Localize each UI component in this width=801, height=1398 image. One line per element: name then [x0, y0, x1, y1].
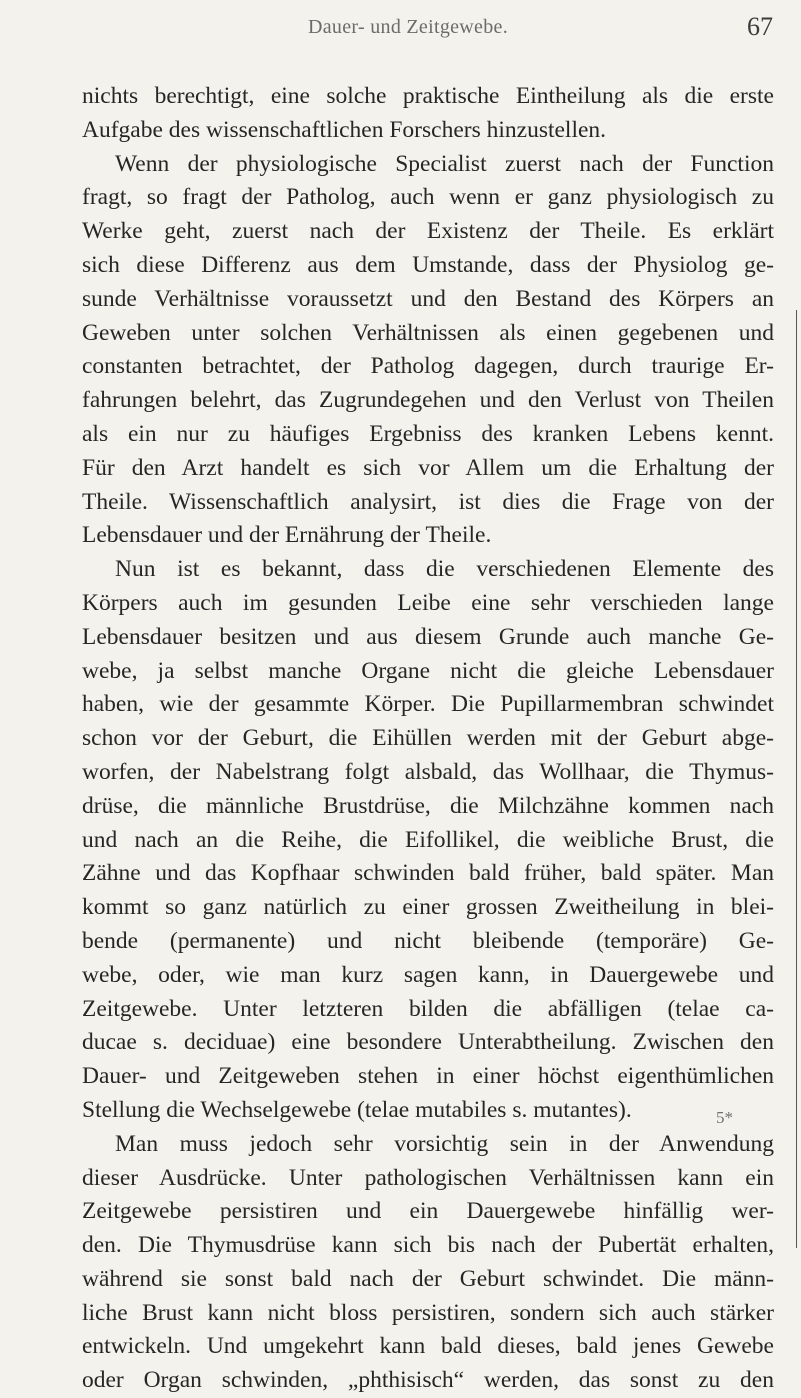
- text-line: worfen, der Nabelstrang folgt alsbald, das Wollhaar, die Thymus-: [82, 758, 774, 785]
- text-line: Dauer- und Zeitgeweben stehen in einer höchst eigenthümlichen: [82, 1063, 774, 1090]
- text-line: als ein nur zu häufiges Ergebniss des kranken Lebens kennt.: [82, 420, 774, 447]
- text-line: entwickeln. Und umgekehrt kann bald dieses, bald jenes Gewebe: [82, 1333, 774, 1360]
- text-line: Nun ist es bekannt, dass die verschiedenen Elemente des: [115, 556, 774, 583]
- text-line: Wenn der physiologische Specialist zuerst nach der Function: [115, 150, 774, 177]
- text-line: Für den Arzt handelt es sich vor Allem um die Erhaltung der: [82, 454, 774, 481]
- text-line: constanten betrachtet, der Patholog dagegen, durch traurige Er-: [82, 353, 774, 380]
- text-line: fragt, so fragt der Patholog, auch wenn er ganz physiologisch zu: [82, 184, 774, 211]
- page-edge-line: [796, 310, 797, 1248]
- text-line: schon vor der Geburt, die Eihüllen werden mit der Geburt abge-: [82, 725, 774, 752]
- text-line: sich diese Differenz aus dem Umstande, dass der Physiolog ge-: [82, 251, 774, 278]
- text-line: oder Organ schwinden, „phthisisch“ werden, das sonst zu den: [82, 1367, 774, 1394]
- text-line: Körpers auch im gesunden Leibe eine sehr verschieden lange: [82, 589, 774, 616]
- text-line: dieser Ausdrücke. Unter pathologischen Verhältnissen kann ein: [82, 1164, 774, 1191]
- text-line: Werke geht, zuerst nach der Existenz der Theile. Es erklärt: [82, 218, 774, 245]
- text-line: Lebensdauer und der Ernährung der Theile.: [82, 522, 492, 549]
- text-line: Aufgabe des wissenschaftlichen Forschers hinzustellen.: [82, 116, 607, 143]
- text-line: haben, wie der gesammte Körper. Die Pupillarmembran schwindet: [82, 691, 774, 718]
- text-line: kommt so ganz natürlich zu einer grossen Zweitheilung in blei-: [82, 894, 774, 921]
- text-line: Zähne und das Kopfhaar schwinden bald früher, bald später. Man: [82, 860, 774, 887]
- text-line: Lebensdauer besitzen und aus diesem Grunde auch manche Ge-: [82, 623, 774, 650]
- text-line: Zeitgewebe. Unter letzteren bilden die abfälligen (telae ca-: [82, 995, 774, 1022]
- running-head-title: Dauer- und Zeitgewebe.: [308, 16, 508, 38]
- text-line: liche Brust kann nicht bloss persistiren, sondern sich auch stärker: [82, 1299, 774, 1326]
- text-line: bende (permanente) und nicht bleibende (temporäre) Ge-: [82, 927, 774, 954]
- text-line: den. Die Thymusdrüse kann sich bis nach der Pubertät erhalten,: [82, 1232, 774, 1259]
- text-line: sunde Verhältnisse voraussetzt und den Bestand des Körpers an: [82, 285, 774, 312]
- text-line: webe, ja selbst manche Organe nicht die gleiche Lebensdauer: [82, 657, 774, 684]
- text-line: während sie sonst bald nach der Geburt schwindet. Die männ-: [82, 1265, 774, 1292]
- text-line: Zeitgewebe persistiren und ein Dauergewebe hinfällig wer-: [82, 1198, 774, 1225]
- text-line: ducae s. deciduae) eine besondere Unterabtheilung. Zwischen den: [82, 1029, 774, 1056]
- page-number: 67: [747, 12, 773, 41]
- signature-mark: 5*: [716, 1108, 733, 1127]
- running-head: [0, 10, 801, 44]
- text-line: drüse, die männliche Brustdrüse, die Milchzähne kommen nach: [82, 792, 774, 819]
- text-line: Geweben unter solchen Verhältnissen als einen gegebenen und: [82, 319, 774, 346]
- text-line: Stellung die Wechselgewebe (telae mutabiles s. mutantes).: [82, 1096, 632, 1123]
- text-line: Man muss jedoch sehr vorsichtig sein in der Anwendung: [115, 1130, 774, 1157]
- text-line: und nach an die Reihe, die Eifollikel, die weibliche Brust, die: [82, 826, 774, 853]
- text-line: fahrungen belehrt, das Zugrundegehen und den Verlust von Theilen: [82, 387, 774, 414]
- text-line: webe, oder, wie man kurz sagen kann, in Dauergewebe und: [82, 961, 774, 988]
- text-line: nichts berechtigt, eine solche praktische Eintheilung als die erste: [82, 83, 774, 109]
- body-text: [82, 80, 774, 1398]
- text-line: Theile. Wissenschaftlich analysirt, ist dies die Frage von der: [82, 488, 774, 515]
